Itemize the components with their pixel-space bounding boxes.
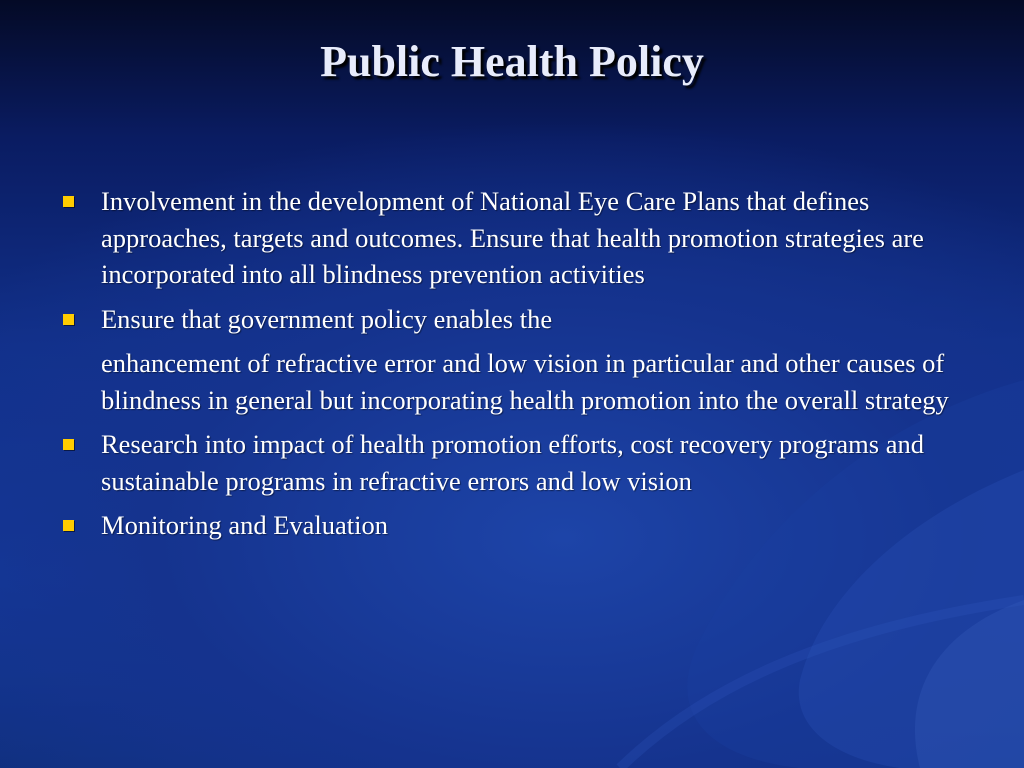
square-bullet-icon bbox=[63, 314, 74, 325]
square-bullet-icon bbox=[63, 196, 74, 207]
bullet-text: Involvement in the development of National Eye Care Plans that defines approaches, targets and outcomes. Ensure that health promotion strategies are incorporated into all blindness prevention activities bbox=[101, 186, 924, 289]
bullet-text: Monitoring and Evaluation bbox=[101, 510, 389, 540]
bullet-item-3 bbox=[60, 426, 965, 499]
bullet-list bbox=[60, 183, 965, 552]
bullet-item-2 bbox=[60, 301, 965, 419]
square-bullet-icon bbox=[63, 520, 74, 531]
slide-title: Public Health Policy bbox=[320, 37, 704, 86]
bullet-item-1 bbox=[60, 183, 965, 293]
bullet-text: Ensure that government policy enables the bbox=[101, 303, 553, 334]
bullet-item-4 bbox=[60, 507, 965, 544]
square-bullet-icon bbox=[63, 439, 74, 450]
bullet-text: Research into impact of health promotion efforts, cost recovery programs and sustainable programs in refractive errors and low vision bbox=[101, 429, 924, 496]
bullet-continuation-text: enhancement of refractive error and low vision in particular and other causes of blindness in general but incorporating health promotion into the overall strategy bbox=[101, 348, 949, 415]
